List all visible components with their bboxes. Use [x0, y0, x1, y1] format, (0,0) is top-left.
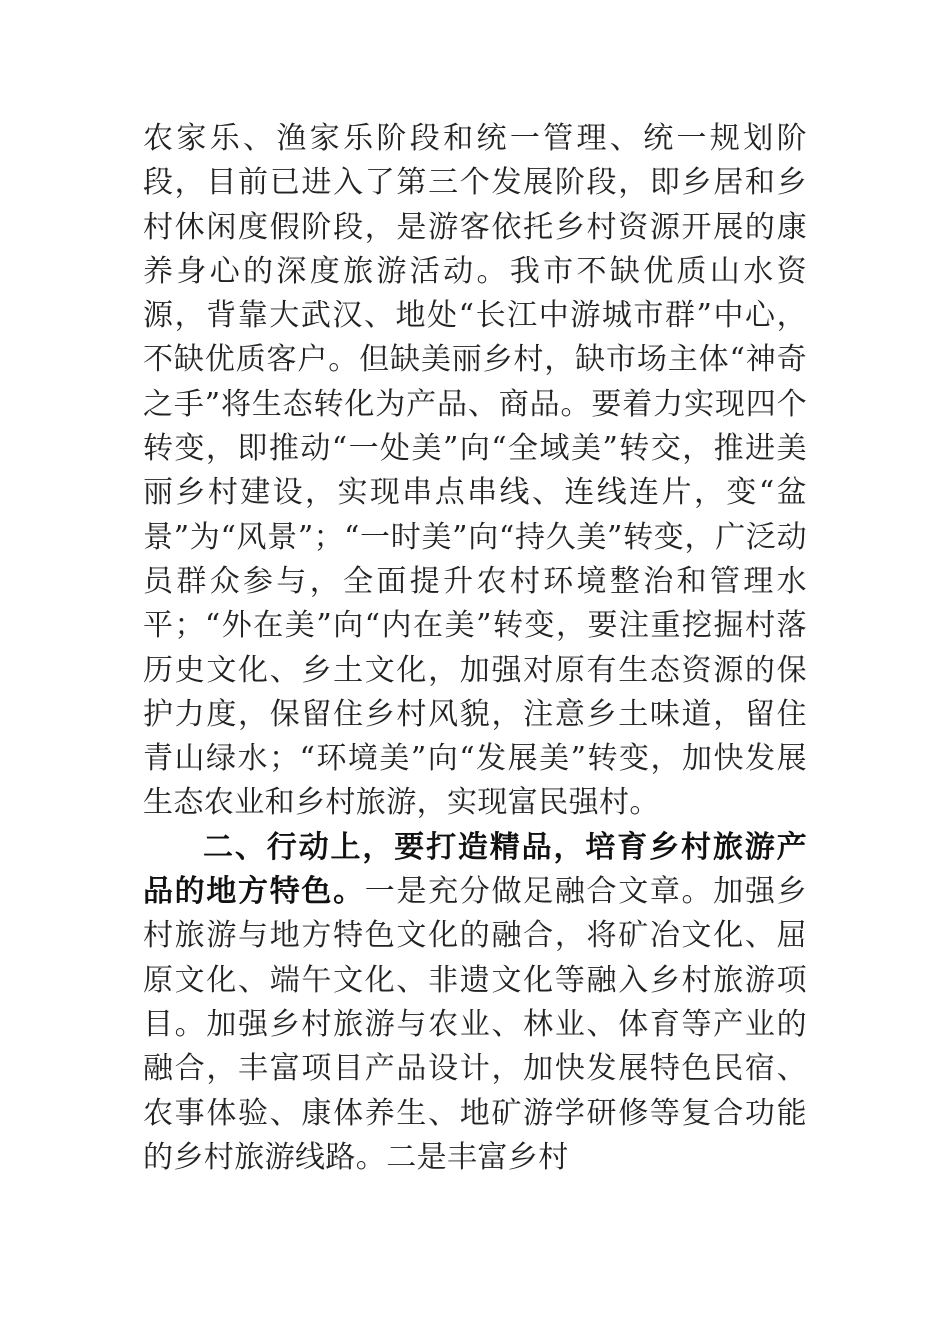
paragraph-section-two	[143, 826, 807, 1180]
paragraph-continued: 农家乐、渔家乐阶段和统一管理、统一规划阶段，目前已进入了第三个发展阶段，即乡居和乡村休闲度假阶段，是游客依托乡村资源开展的康养身心的深度旅游活动。我市不缺优质山水资源，背靠大武汉、地处“长江中游城市群”中心，不缺优质客户。但缺美丽乡村，缺市场主体“神奇之手”将生态转化为产品、商品。要着力实现四个转变，即推动“一处美”向“全域美”转交，推进美丽乡村建设，实现串点串线、连线连片，变“盆景”为“风景”；“一时美”向“持久美”转变，广泛动员群众参与，全面提升农村环境整治和管理水平；“外在美”向“内在美”转变，要注重挖掘村落历史文化、乡土文化，加强对原有生态资源的保护力度，保留住乡村风貌，注意乡土味道，留住青山绿水；“环境美”向“发展美”转变，加快发展生态农业和乡村旅游，实现富民强村。	[143, 121, 807, 821]
section-body: 一是充分做足融合文章。加强乡村旅游与地方特色文化的融合，将矿冶文化、屈原文化、端午文化、非遗文化等融入乡村旅游项目。加强乡村旅游与农业、林业、体育等产业的融合，丰富项目产品设计，加快发展特色民宿、农事体验、康体养生、地矿游学研修等复合功能的乡村旅游线路。二是丰富乡村	[143, 874, 807, 1175]
section-heading: 二、行动上，要打造精品，培育乡村旅游产品的地方特色。	[143, 829, 807, 910]
body-text	[143, 117, 807, 1180]
